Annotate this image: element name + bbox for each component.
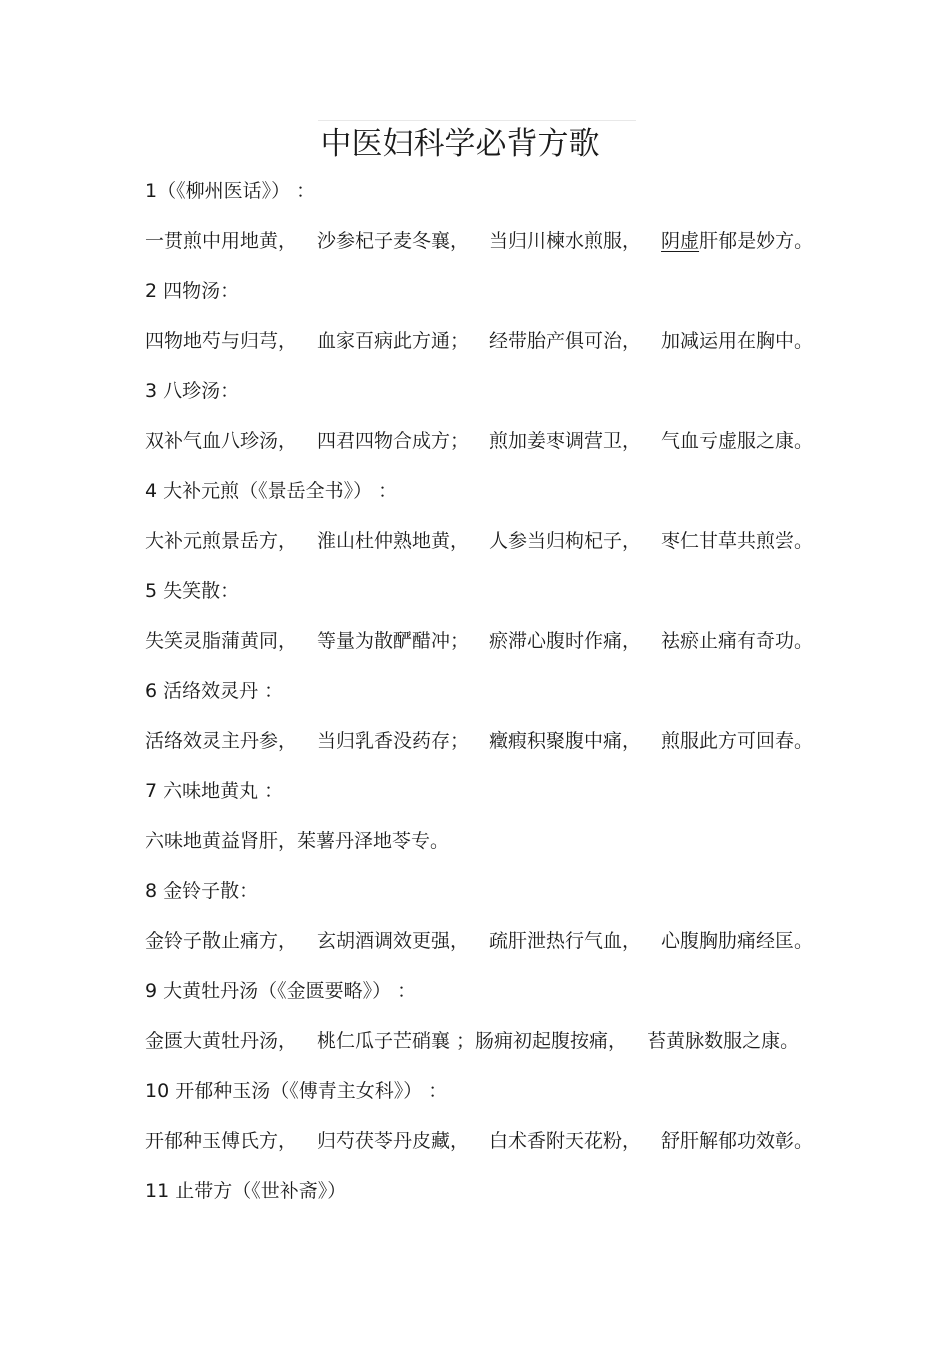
formula-verse-10 bbox=[145, 1116, 815, 1166]
verse-segment: 癥瘕积聚腹中痛， bbox=[489, 730, 642, 752]
verse-segment-rest: 肝郁是妙方。 bbox=[699, 230, 814, 252]
verse-segment: 玄胡酒调效更强， bbox=[317, 930, 470, 952]
formula-verse-4 bbox=[145, 516, 815, 566]
verse-segment: 疏肝泄热行气血， bbox=[489, 930, 642, 952]
verse-segment: 苔黄脉数服之康。 bbox=[647, 1030, 800, 1052]
formula-heading-10: 10 开郁种玉汤（《傅青主女科》） ： bbox=[145, 1080, 448, 1102]
formula-heading-3: 3 八珍汤： bbox=[145, 380, 240, 402]
verse-segment: 煎加姜枣调营卫， bbox=[489, 430, 642, 452]
formula-list bbox=[145, 166, 815, 1216]
verse-segment: 等量为散酽醋冲； bbox=[317, 630, 470, 652]
formula-verse-1 bbox=[145, 216, 815, 266]
formula-verse-6 bbox=[145, 716, 815, 766]
verse-segment: 气血亏虚服之康。 bbox=[661, 430, 814, 452]
verse-segment: 人参当归枸杞子， bbox=[489, 530, 642, 552]
verse-segment-last bbox=[661, 216, 813, 266]
formula-heading-1: 1（《柳州医话》） ： bbox=[145, 180, 316, 202]
verse-segment: 血家百病此方通； bbox=[317, 330, 470, 352]
verse-segment: 瘀滞心腹时作痛， bbox=[489, 630, 642, 652]
formula-heading-6: 6 活络效灵丹 ： bbox=[145, 680, 284, 702]
page-title: 中医妇科学必背方歌 bbox=[320, 126, 600, 162]
verse-segment: 舒肝解郁功效彰。 bbox=[661, 1130, 814, 1152]
verse-segment: 一贯煎中用地黄， bbox=[145, 230, 298, 252]
verse-segment: 金铃子散止痛方， bbox=[145, 930, 298, 952]
verse-segment: 经带胎产俱可治， bbox=[489, 330, 642, 352]
verse-segment: 心腹胸肋痛经匡。 bbox=[661, 930, 814, 952]
verse-segment: 失笑灵脂蒲黄同， bbox=[145, 630, 298, 652]
title-rule bbox=[318, 120, 636, 121]
verse-segment: 祛瘀止痛有奇功。 bbox=[661, 630, 814, 652]
underlined-term: 阴虚 bbox=[661, 230, 700, 252]
verse-segment: 沙参杞子麦冬襄， bbox=[317, 230, 470, 252]
verse-segment: 六味地黄益肾肝，茱薯丹泽地苓专。 bbox=[145, 830, 450, 852]
verse-segment: 当归川楝水煎服， bbox=[489, 230, 642, 252]
formula-heading-8: 8 金铃子散： bbox=[145, 880, 259, 902]
verse-segment: 四物地芍与归芎， bbox=[145, 330, 298, 352]
verse-segment: 活络效灵主丹参， bbox=[145, 730, 298, 752]
formula-verse-2 bbox=[145, 316, 815, 366]
verse-segment: 加减运用在胸中。 bbox=[661, 330, 814, 352]
verse-segment: 淮山杜仲熟地黄， bbox=[317, 530, 470, 552]
formula-heading-9: 9 大黄牡丹汤（《金匮要略》） ： bbox=[145, 980, 417, 1002]
verse-segment: 白术香附天花粉， bbox=[489, 1130, 642, 1152]
verse-segment: 双补气血八珍汤， bbox=[145, 430, 298, 452]
verse-segment: 枣仁甘草共煎尝。 bbox=[661, 530, 814, 552]
formula-heading-5: 5 失笑散： bbox=[145, 580, 240, 602]
formula-heading-4: 4 大补元煎（《景岳全书》） ： bbox=[145, 480, 398, 502]
formula-verse-7 bbox=[145, 816, 815, 866]
formula-verse-5 bbox=[145, 616, 815, 666]
verse-segment: 开郁种玉傅氏方， bbox=[145, 1130, 298, 1152]
formula-heading-2: 2 四物汤： bbox=[145, 280, 240, 302]
formula-verse-3 bbox=[145, 416, 815, 466]
verse-segment: 大补元煎景岳方， bbox=[145, 530, 298, 552]
formula-verse-9 bbox=[145, 1016, 815, 1066]
formula-verse-8 bbox=[145, 916, 815, 966]
formula-heading-7: 7 六味地黄丸 ： bbox=[145, 780, 284, 802]
formula-heading-11: 11 止带方（《世补斋》） bbox=[145, 1180, 347, 1202]
verse-segment: 四君四物合成方； bbox=[317, 430, 470, 452]
verse-segment: 当归乳香没药存； bbox=[317, 730, 470, 752]
verse-segment: 归芍茯苓丹皮藏， bbox=[317, 1130, 470, 1152]
verse-segment: 金匮大黄牡丹汤， bbox=[145, 1030, 298, 1052]
verse-segment: 煎服此方可回春。 bbox=[661, 730, 814, 752]
verse-segment: 桃仁瓜子芒硝襄 ；肠痈初起腹按痛， bbox=[317, 1030, 628, 1052]
